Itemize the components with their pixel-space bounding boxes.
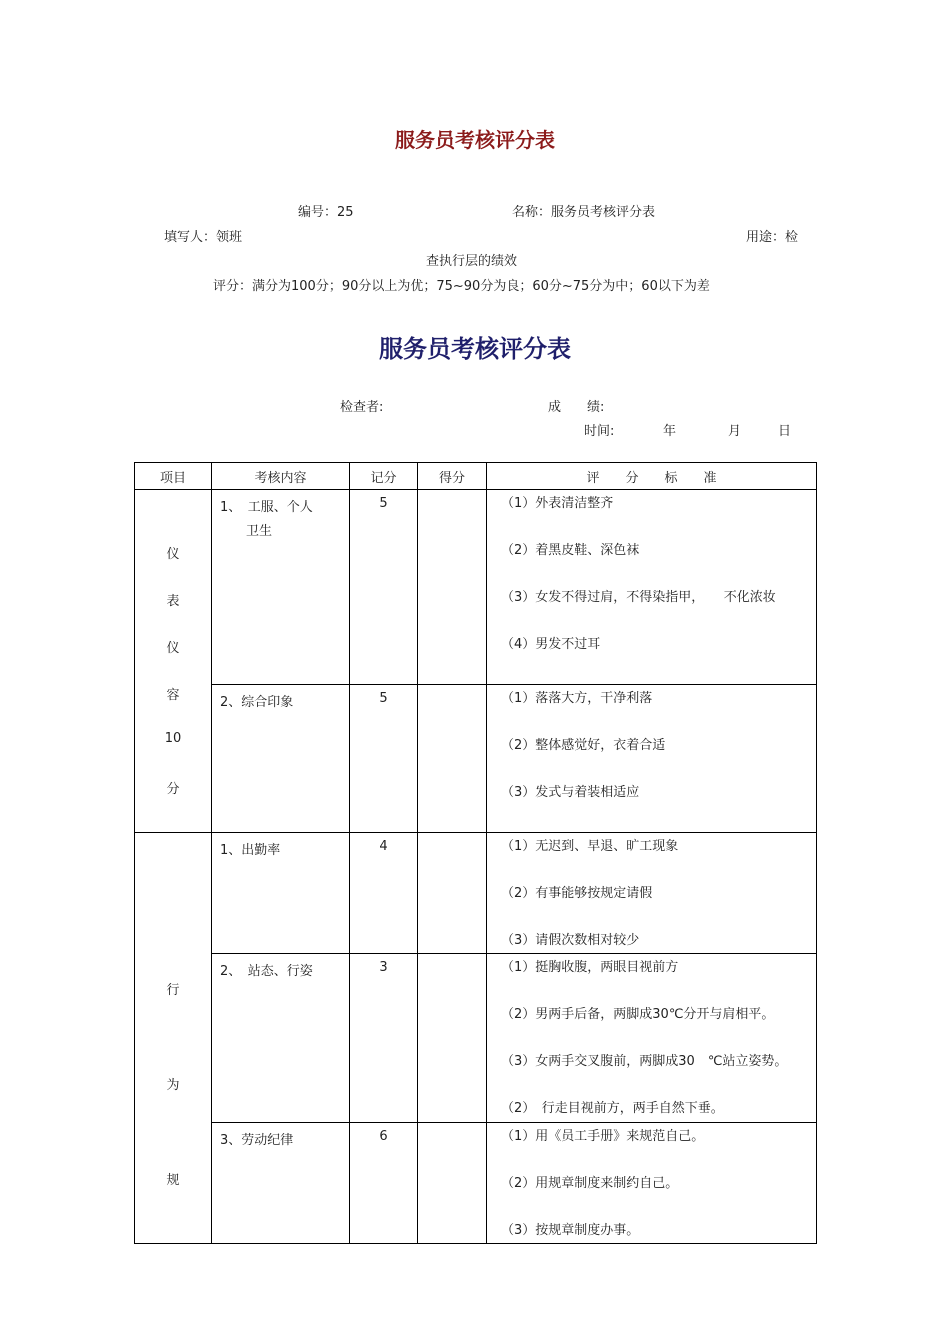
usage: 用途：检 bbox=[746, 230, 799, 245]
document-title: 服务员考核评分表 bbox=[395, 128, 555, 152]
criteria-line: （1）落落大方，干净利落 bbox=[501, 691, 653, 706]
category-char: 行 bbox=[166, 983, 180, 998]
table-row bbox=[135, 490, 817, 685]
criteria-cell bbox=[487, 685, 817, 833]
category-char: 10 bbox=[164, 731, 182, 746]
item-content: 2、综合印象 bbox=[212, 685, 350, 833]
filler: 填写人：领班 bbox=[164, 230, 243, 245]
doc-name: 名称：服务员考核评分表 bbox=[512, 205, 656, 220]
criteria-line: （2）男两手后备，两脚成30℃分开与肩相平。 bbox=[501, 1007, 775, 1022]
usage-continued: 查执行层的绩效 bbox=[426, 254, 518, 269]
time-label: 时间: bbox=[584, 424, 615, 439]
criteria-cell bbox=[487, 833, 817, 954]
doc-number: 编号：25 bbox=[298, 205, 354, 220]
table-row bbox=[135, 833, 817, 954]
category-char: 仪 bbox=[166, 641, 180, 656]
inspector-label: 检查者: bbox=[340, 400, 384, 415]
points-cell bbox=[418, 1123, 487, 1244]
points-cell bbox=[418, 833, 487, 954]
score-table bbox=[134, 462, 817, 1244]
criteria-line: （4）男发不过耳 bbox=[501, 637, 601, 652]
criteria-line: （2）整体感觉好，衣着合适 bbox=[501, 738, 666, 753]
category-char: 容 bbox=[166, 688, 180, 703]
criteria-line: （2） 行走目视前方，两手自然下垂。 bbox=[501, 1101, 724, 1116]
criteria-line: （1）外表清洁整齐 bbox=[501, 496, 614, 511]
header-item: 项目 bbox=[135, 463, 212, 490]
criteria-cell bbox=[487, 954, 817, 1123]
header-score: 记分 bbox=[350, 463, 418, 490]
year-label: 年 bbox=[663, 424, 677, 439]
item-score: 5 bbox=[350, 490, 418, 685]
criteria-line: （3）女两手交叉腹前，两脚成30 ℃站立姿势。 bbox=[501, 1054, 788, 1069]
table-row bbox=[135, 1123, 817, 1244]
criteria-line: （1）挺胸收腹，两眼目视前方 bbox=[501, 960, 679, 975]
criteria-line: （3）发式与着装相适应 bbox=[501, 785, 640, 800]
category-appearance bbox=[135, 490, 212, 833]
criteria-cell bbox=[487, 490, 817, 685]
category-behavior bbox=[135, 833, 212, 1244]
item-score: 3 bbox=[350, 954, 418, 1123]
category-char: 规 bbox=[166, 1173, 180, 1188]
table-header-row bbox=[135, 463, 817, 490]
category-char: 为 bbox=[166, 1078, 180, 1093]
item-line: 1、 工服、个人 bbox=[220, 500, 313, 515]
points-cell bbox=[418, 490, 487, 685]
table-row bbox=[135, 685, 817, 833]
item-content bbox=[212, 490, 350, 685]
item-score: 5 bbox=[350, 685, 418, 833]
item-score: 6 bbox=[350, 1123, 418, 1244]
grade-label: 成 绩: bbox=[548, 400, 605, 415]
day-label: 日 bbox=[778, 424, 792, 439]
criteria-line: （3）女发不得过肩，不得染指甲， 不化浓妆 bbox=[501, 590, 776, 605]
header-criteria: 评 分 标 准 bbox=[487, 463, 817, 490]
item-content: 3、劳动纪律 bbox=[212, 1123, 350, 1244]
criteria-line: （1）无迟到、早退、旷工现象 bbox=[501, 839, 679, 854]
item-content: 2、 站态、行姿 bbox=[212, 954, 350, 1123]
criteria-line: （1）用《员工手册》来规范自己。 bbox=[501, 1129, 705, 1144]
category-char: 仪 bbox=[166, 547, 180, 562]
criteria-line: （2）用规章制度来制约自己。 bbox=[501, 1176, 679, 1191]
header-content: 考核内容 bbox=[212, 463, 350, 490]
points-cell bbox=[418, 954, 487, 1123]
scoring-rule: 评分：满分为100分；90分以上为优；75~90分为良；60分~75分为中；60以下为差 bbox=[213, 279, 710, 294]
criteria-line: （3）请假次数相对较少 bbox=[501, 933, 640, 948]
category-char: 分 bbox=[166, 782, 180, 797]
criteria-line: （2）有事能够按规定请假 bbox=[501, 886, 653, 901]
criteria-line: （3）按规章制度办事。 bbox=[501, 1223, 640, 1238]
item-line: 卫生 bbox=[220, 524, 273, 539]
form-title: 服务员考核评分表 bbox=[379, 334, 571, 363]
item-score: 4 bbox=[350, 833, 418, 954]
table-row bbox=[135, 954, 817, 1123]
header-points: 得分 bbox=[418, 463, 487, 490]
criteria-line: （2）着黑皮鞋、深色袜 bbox=[501, 543, 640, 558]
points-cell bbox=[418, 685, 487, 833]
item-content: 1、出勤率 bbox=[212, 833, 350, 954]
category-char: 表 bbox=[166, 594, 180, 609]
criteria-cell bbox=[487, 1123, 817, 1244]
month-label: 月 bbox=[728, 424, 742, 439]
